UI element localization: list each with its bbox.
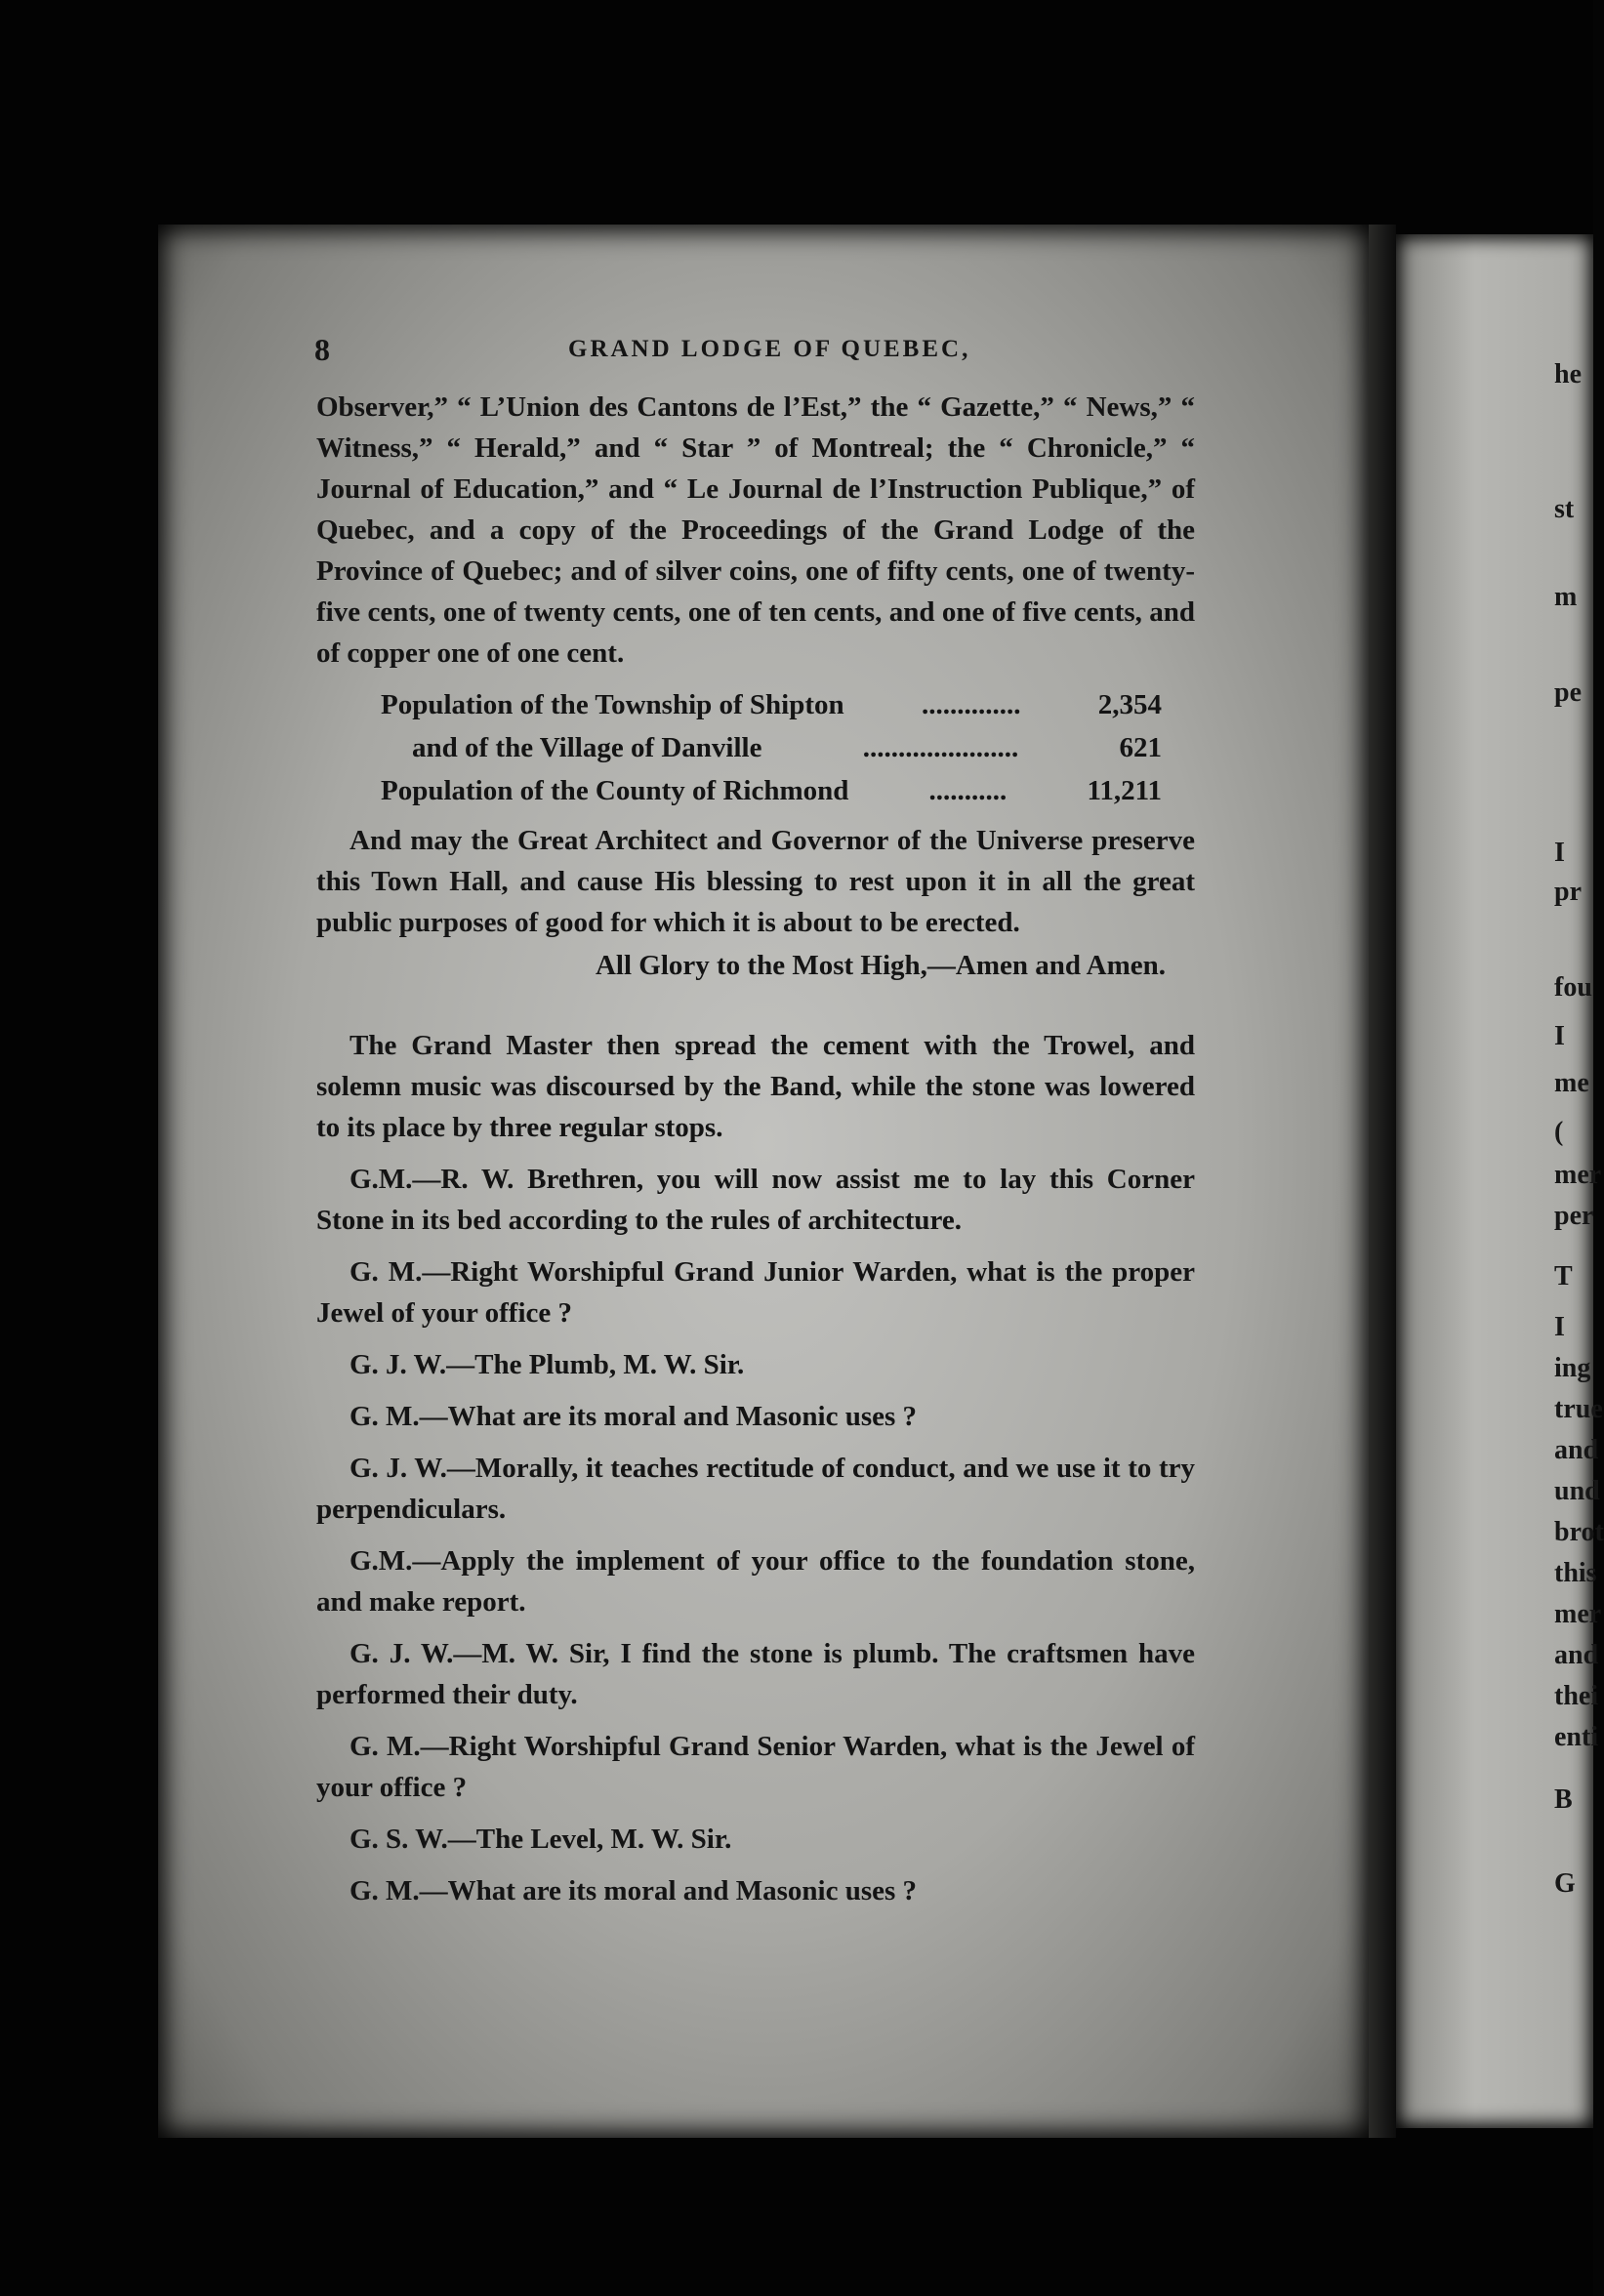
paragraph: G. J. W.—Morally, it teaches rectitude of conduct, and we use it to try perpendiculars. — [316, 1453, 1195, 1525]
population-label: and of the Village of Danville — [412, 732, 762, 763]
facing-fragment: me — [1554, 1068, 1589, 1098]
facing-fragment: T — [1554, 1261, 1573, 1292]
facing-fragment: true — [1554, 1394, 1603, 1424]
population-value: 2,354 — [1097, 689, 1162, 720]
facing-fragment: pe — [1554, 677, 1582, 708]
population-label: Population of the County of Richmond — [381, 775, 849, 806]
facing-fragment: mer — [1554, 1599, 1602, 1629]
prayer-paragraph: And may the Great Architect and Governor of the Universe preserve this Town Hall, and cause His blessing to rest upon it in all the great public purposes of good for which it is about to be erected. — [316, 825, 1195, 938]
paragraph: G.M.—R. W. Brethren, you will now assist me to lay this Corner Stone in its bed according to the rules of architecture. — [316, 1164, 1195, 1236]
facing-fragment: per — [1554, 1201, 1594, 1231]
facing-fragment: G — [1554, 1868, 1576, 1899]
running-head: GRAND LODGE OF QUEBEC, — [568, 336, 971, 362]
facing-fragment: and — [1554, 1435, 1599, 1465]
paragraph: The Grand Master then spread the cement with the Trowel, and solemn music was discoursed by the Band, while the stone was lowered to its place by three regular stops. — [316, 1030, 1195, 1143]
intro-paragraph: Observer,” “ L’Union des Cantons de l’Est,” the “ Gazette,” “ News,” “ Witness,” “ Herald,” and “ Star ” of Montreal; the “ Chronicle,” “ Journal of Education,” and “ Le Journal de l’Instruction Publique,” of Quebec, and a copy of the Proceedings of the Grand Lodge of the Province of Quebec; and of silver coins, one of fifty cents, one of twenty-five cents, one of twenty cents, one of ten cents, and one of five cents, and of copper one of one cent. — [316, 391, 1195, 669]
glory-line: All Glory to the Most High,—Amen and Amen. — [595, 950, 1166, 981]
facing-fragment: I — [1554, 1021, 1565, 1051]
page-body — [316, 387, 1195, 1911]
population-value: 621 — [1119, 732, 1162, 763]
facing-fragment: he — [1554, 359, 1582, 390]
population-row — [381, 769, 1162, 812]
paragraph: G. J. W.—The Plumb, M. W. Sir. — [350, 1349, 745, 1380]
paragraph: G. M.—Right Worshipful Grand Senior Warden, what is the Jewel of your office ? — [316, 1731, 1195, 1803]
facing-fragment: this — [1554, 1558, 1597, 1588]
facing-fragment: thei — [1554, 1681, 1599, 1711]
paragraph: G. M.—Right Worshipful Grand Junior Warden, what is the proper Jewel of your office ? — [316, 1256, 1195, 1329]
paragraph: G. M.—What are its moral and Masonic uses ? — [350, 1401, 918, 1432]
page-header — [314, 332, 1193, 371]
facing-fragment: ing — [1554, 1353, 1591, 1383]
facing-fragment: ( — [1554, 1117, 1564, 1147]
facing-fragment: und — [1554, 1476, 1600, 1506]
page-number: 8 — [314, 332, 330, 367]
facing-fragment: I — [1554, 838, 1565, 868]
paragraph: G.M.—Apply the implement of your office to the foundation stone, and make report. — [316, 1545, 1195, 1618]
facing-fragment: I — [1554, 1312, 1565, 1342]
facing-fragment: B — [1554, 1784, 1573, 1815]
population-table — [381, 683, 1162, 812]
facing-fragment: m — [1554, 582, 1578, 612]
facing-fragment: mer — [1554, 1160, 1602, 1190]
population-leader: ........... — [928, 775, 1008, 806]
facing-fragment: st — [1554, 494, 1575, 524]
facing-fragment: enti — [1554, 1722, 1599, 1752]
paragraph: G. J. W.—M. W. Sir, I find the stone is plumb. The craftsmen have performed their duty. — [316, 1638, 1195, 1710]
facing-fragment: brot — [1554, 1517, 1604, 1547]
population-row — [381, 683, 1162, 726]
paragraph: G. M.—What are its moral and Masonic uses ? — [350, 1875, 918, 1906]
population-leader: ...................... — [862, 732, 1019, 763]
population-value: 11,211 — [1087, 775, 1162, 806]
facing-fragment: fou — [1554, 972, 1592, 1003]
book-gutter — [1369, 225, 1396, 2138]
population-row — [381, 726, 1162, 769]
facing-fragment: and — [1554, 1640, 1599, 1670]
population-label: Population of the Township of Shipton — [381, 689, 844, 720]
population-leader: .............. — [921, 689, 1021, 720]
paragraph: G. S. W.—The Level, M. W. Sir. — [350, 1824, 732, 1855]
facing-fragment: pr — [1554, 877, 1582, 907]
